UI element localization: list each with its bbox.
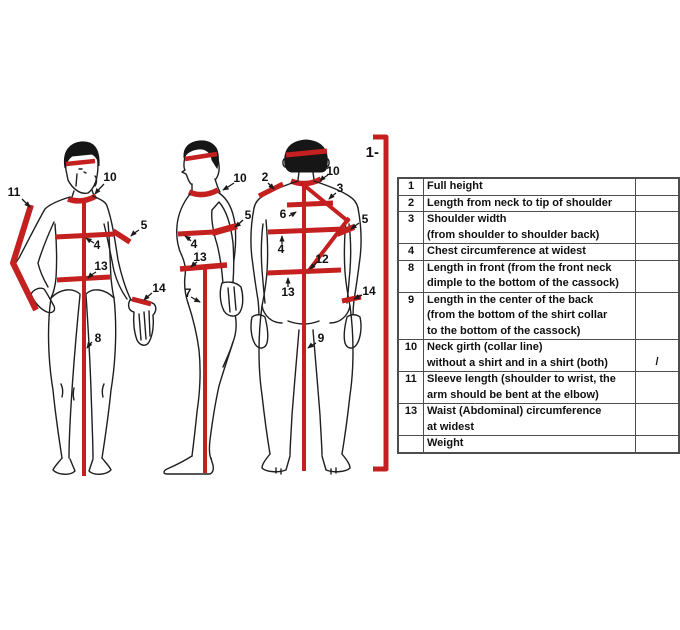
front-left-leg — [49, 295, 80, 458]
description-line: dimple to the bottom of the cassock) — [427, 277, 619, 289]
callout-front-14: 14 — [152, 281, 166, 295]
callout-arrow — [289, 212, 296, 216]
value-cell — [636, 178, 680, 195]
side-leg-front — [188, 303, 200, 456]
measurement-description — [424, 260, 636, 292]
callout-side-13: 13 — [193, 250, 207, 264]
table-row — [398, 340, 679, 372]
row-number: 2 — [398, 195, 424, 212]
table-row — [398, 372, 679, 404]
callout-side-7: 7 — [184, 286, 192, 300]
row-number: 10 — [398, 340, 424, 372]
description-line: without a shirt and in a shirt (both) — [427, 356, 608, 369]
description-line: Waist (Abdominal) circumference — [427, 405, 602, 417]
callout-arrow — [95, 184, 104, 194]
row-number: 4 — [398, 244, 424, 261]
front-waist-line — [57, 277, 110, 280]
callout-arrow — [131, 230, 139, 236]
value-cell: / — [636, 340, 680, 372]
measurement-description — [424, 292, 636, 340]
callout-back-10: 10 — [326, 164, 340, 178]
table-row — [398, 178, 679, 195]
value-cell — [636, 260, 680, 292]
row-number: 8 — [398, 260, 424, 292]
figure-front-view — [8, 142, 166, 476]
description-line: Length from neck to tip of shoulder — [427, 196, 613, 209]
description-line: to the bottom of the cassock) — [427, 324, 581, 337]
callout-back-5: 5 — [361, 212, 369, 226]
table-row — [398, 436, 679, 453]
figure-side-view — [164, 141, 252, 474]
callout-arrow — [191, 297, 200, 302]
description-line: at widest — [427, 420, 475, 433]
callout-side-4: 4 — [190, 237, 198, 251]
table-row — [398, 195, 679, 212]
figure-back-view — [251, 140, 376, 474]
callout-arrow — [329, 193, 336, 199]
front-left-arm-inner — [38, 222, 54, 287]
measurement-description — [424, 340, 636, 372]
bracket-label: 1- — [365, 144, 379, 161]
description-line: arm should be bent at the elbow) — [427, 388, 599, 401]
front-right-hand — [129, 300, 156, 346]
callout-side-10: 10 — [233, 171, 247, 185]
row-number: 9 — [398, 292, 424, 340]
side-chest-band — [178, 232, 214, 234]
front-head-band — [66, 161, 95, 164]
callout-front-11: 11 — [7, 185, 21, 199]
row-number: 11 — [398, 372, 424, 404]
row-number: 13 — [398, 404, 424, 436]
description-line: Chest circumference at widest — [427, 245, 586, 257]
callout-front-10: 10 — [103, 170, 117, 184]
callout-front-4: 4 — [93, 238, 101, 252]
side-collar-band — [189, 190, 218, 195]
table-row — [398, 292, 679, 340]
side-hand — [220, 282, 242, 316]
callout-back-12: 12 — [315, 252, 329, 266]
value-cell — [636, 212, 680, 244]
callout-back-14: 14 — [362, 284, 376, 298]
row-number: 3 — [398, 212, 424, 244]
front-face-features — [76, 169, 97, 186]
measurement-description — [424, 372, 636, 404]
callout-back-3: 3 — [336, 181, 344, 195]
measurement-description — [424, 195, 636, 212]
callout-back-13: 13 — [281, 285, 295, 299]
callout-arrow — [144, 293, 152, 300]
side-arm — [212, 202, 234, 284]
callout-front-13: 13 — [94, 259, 108, 273]
value-cell — [636, 372, 680, 404]
callout-front-8: 8 — [94, 331, 102, 345]
bracket-line — [373, 137, 386, 469]
callout-back-2: 2 — [261, 170, 269, 184]
front-right-leg — [86, 295, 116, 458]
description-line: Length in front (from the front neck — [427, 261, 612, 274]
value-cell — [636, 404, 680, 436]
table-row — [398, 212, 679, 244]
value-cell — [636, 195, 680, 212]
value-cell — [636, 436, 680, 453]
description-line: Shoulder width — [427, 213, 507, 225]
back-neck — [298, 172, 314, 180]
front-chest-line — [55, 234, 115, 237]
row-number: 1 — [398, 178, 424, 195]
measurement-description — [424, 212, 636, 244]
back-upper-line — [287, 203, 333, 205]
description-line: Neck girth (collar line) — [427, 341, 543, 353]
table-row — [398, 244, 679, 261]
callout-side-5: 5 — [244, 208, 252, 222]
table-row — [398, 404, 679, 436]
description-line: (from shoulder to shoulder back) — [427, 228, 600, 241]
height-bracket — [366, 137, 386, 469]
row-number — [398, 436, 424, 453]
measurement-description — [424, 178, 636, 195]
callout-back-6: 6 — [279, 207, 287, 221]
callout-back-9: 9 — [317, 331, 325, 345]
description-line: Weight — [427, 437, 464, 449]
value-cell — [636, 244, 680, 261]
side-leg-back — [209, 342, 233, 459]
description-line: Sleeve length (shoulder to wrist, the — [427, 373, 616, 385]
description-line: Length in the center of the back — [427, 293, 594, 306]
measurement-description — [424, 244, 636, 261]
description-line: Full height — [427, 180, 483, 192]
measurement-description — [424, 436, 636, 453]
callout-arrow — [22, 199, 30, 207]
description-line: (from the bottom of the shirt collar — [427, 309, 608, 321]
callout-front-5: 5 — [140, 218, 148, 232]
measurement-description — [424, 404, 636, 436]
callout-back-4: 4 — [277, 242, 285, 256]
table-row — [398, 260, 679, 292]
measurements-table — [397, 177, 680, 454]
value-cell — [636, 292, 680, 340]
